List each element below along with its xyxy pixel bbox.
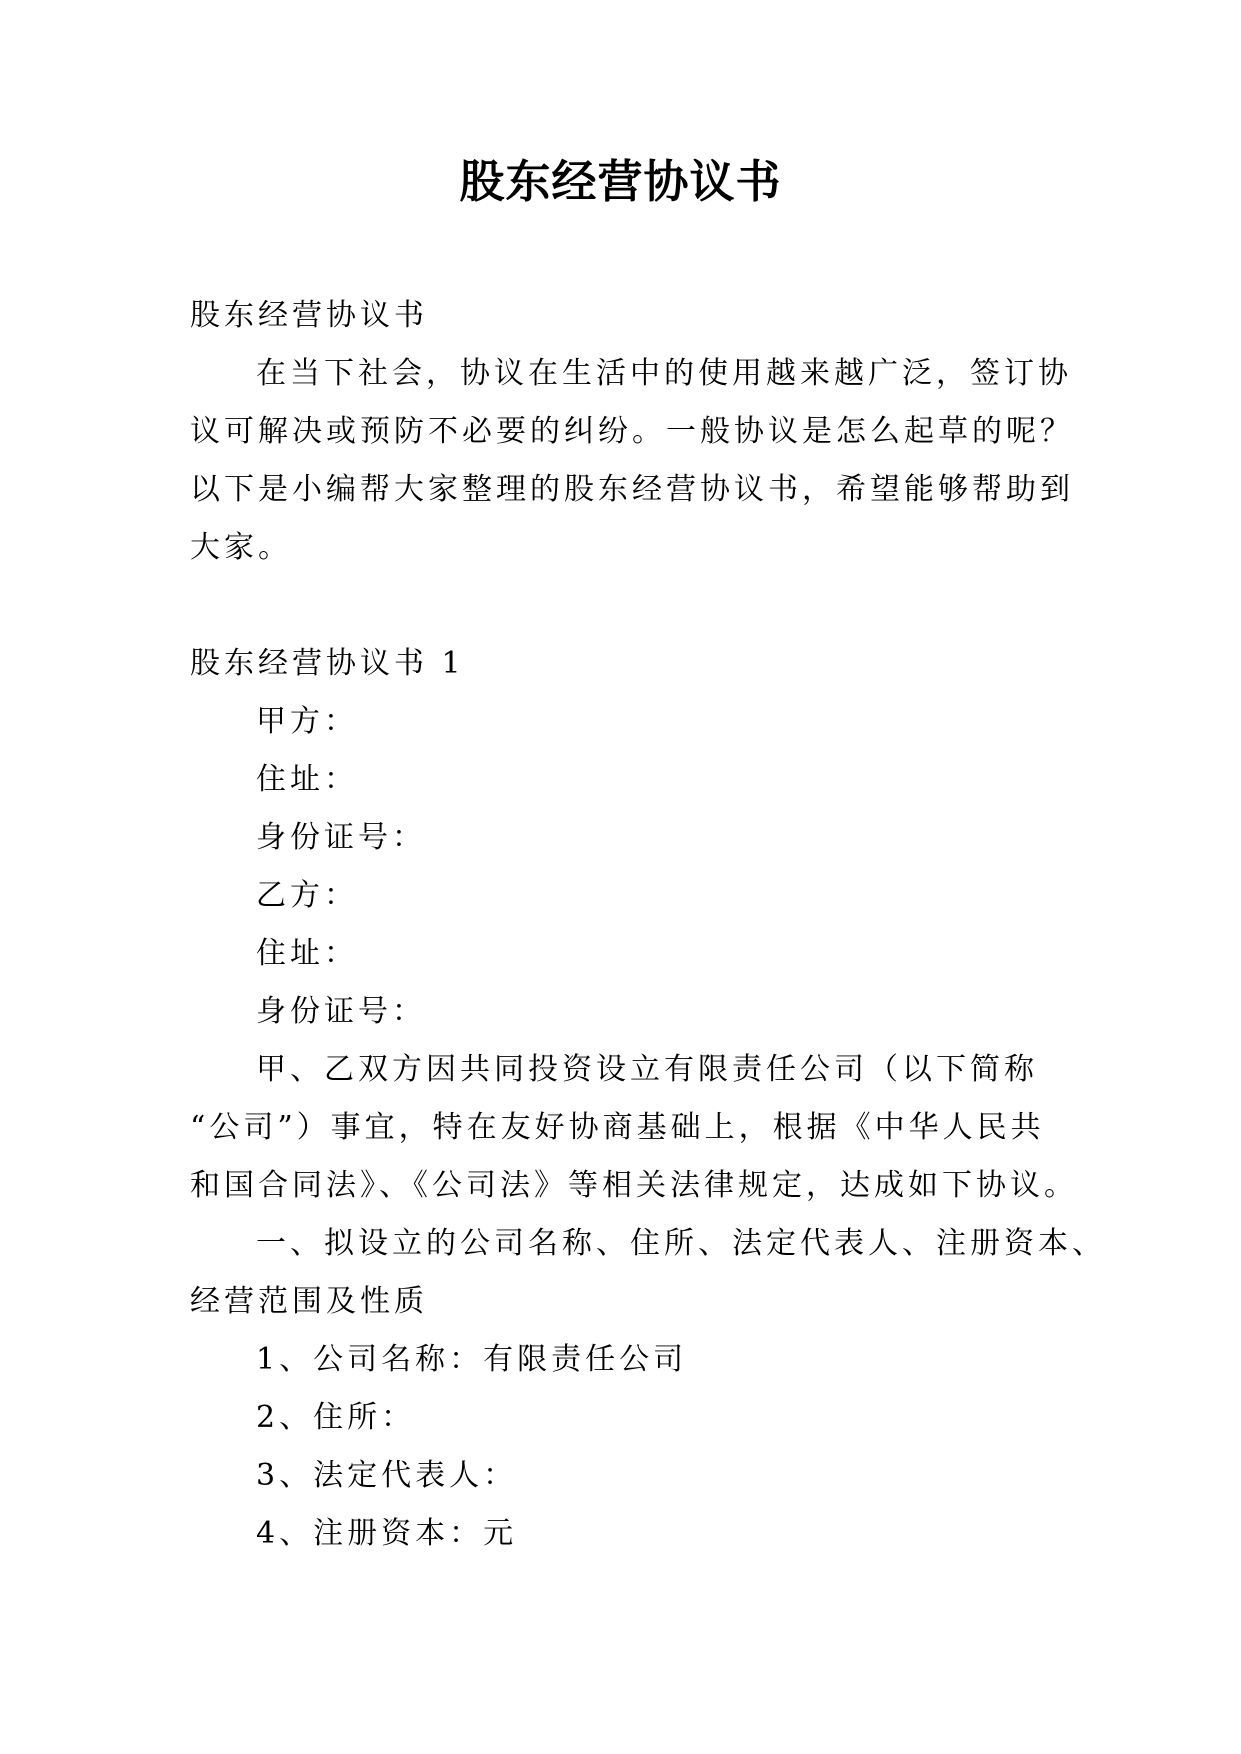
clause-item: 3、法定代表人： xyxy=(256,1458,518,1493)
intro-paragraph-line: 议可解决或预防不必要的纠纷。一般协议是怎么起草的呢？ xyxy=(190,414,1074,449)
document-title: 股东经营协议书 xyxy=(459,155,782,208)
intro-paragraph-line: 以下是小编帮大家整理的股东经营协议书，希望能够帮助到 xyxy=(190,472,1074,507)
party-b-id-label: 身份证号： xyxy=(256,994,426,1029)
agreement-paragraph-line: “公司”）事宜，特在友好协商基础上，根据《中华人民共 xyxy=(190,1110,1045,1145)
intro-heading: 股东经营协议书 xyxy=(190,298,428,333)
intro-paragraph-line: 在当下社会，协议在生活中的使用越来越广泛，签订协 xyxy=(256,356,1072,391)
clause-heading-line: 一、拟设立的公司名称、住所、法定代表人、注册资本、 xyxy=(256,1226,1106,1261)
clause-heading-line: 经营范围及性质 xyxy=(190,1284,428,1319)
party-a-label: 甲方： xyxy=(256,704,358,739)
clause-item: 4、注册资本：元 xyxy=(256,1516,518,1551)
section-heading: 股东经营协议书 1 xyxy=(190,646,465,681)
party-b-address-label: 住址： xyxy=(256,936,358,971)
clause-item: 1、公司名称：有限责任公司 xyxy=(256,1342,688,1377)
agreement-paragraph-line: 和国合同法》、《公司法》等相关法律规定，达成如下协议。 xyxy=(190,1168,1078,1203)
agreement-paragraph-line: 甲、乙双方因共同投资设立有限责任公司（以下简称 xyxy=(256,1052,1038,1087)
intro-paragraph-line: 大家。 xyxy=(190,530,292,565)
party-a-address-label: 住址： xyxy=(256,762,358,797)
clause-item: 2、住所： xyxy=(256,1400,416,1435)
party-b-label: 乙方： xyxy=(256,878,358,913)
party-a-id-label: 身份证号： xyxy=(256,820,426,855)
